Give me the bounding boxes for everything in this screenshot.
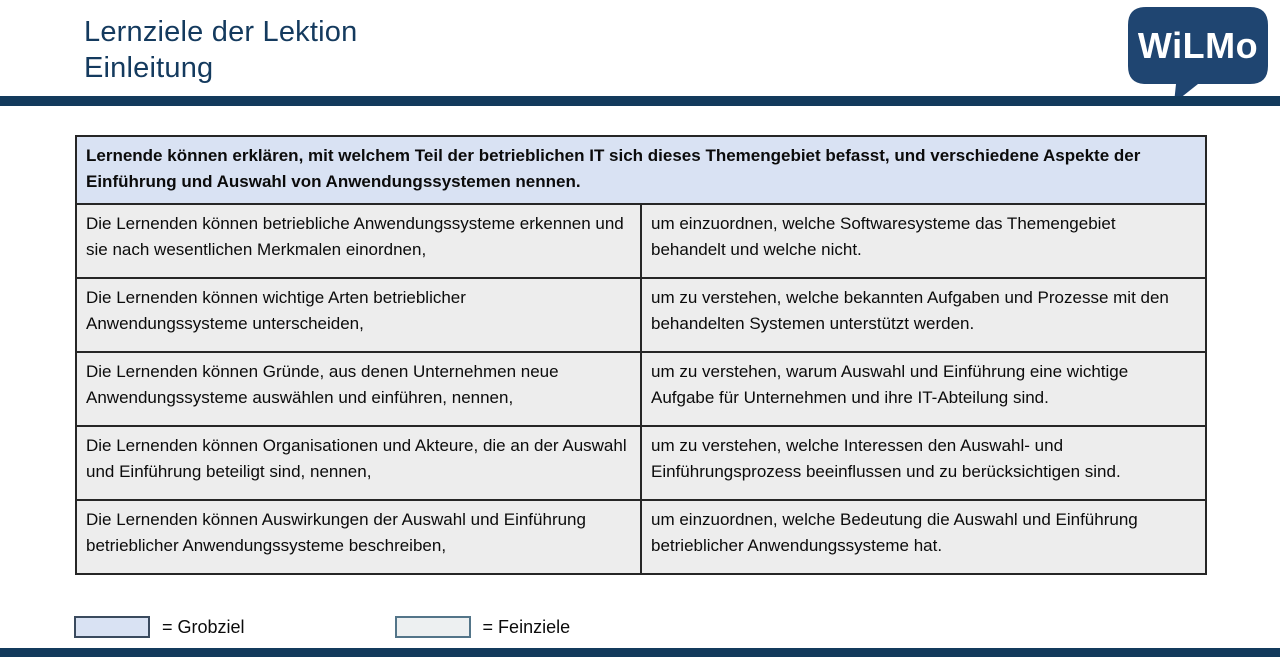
grobziel-swatch xyxy=(74,616,150,638)
goal-cell-left: Die Lernenden können Auswirkungen der Auswahl und Einführung betrieblicher Anwendungssysteme beschreiben, xyxy=(76,500,641,574)
learning-goals-table xyxy=(75,135,1207,575)
goal-cell-right: um einzuordnen, welche Softwaresysteme das Themengebiet behandelt und welche nicht. xyxy=(641,204,1206,278)
table-row xyxy=(76,500,1206,574)
table-row xyxy=(76,352,1206,426)
grobziel-header-cell: Lernende können erklären, mit welchem Teil der betrieblichen IT sich dieses Themengebiet befasst, und verschiedene Aspekte der Einführung und Auswahl von Anwendungssystemen nennen. xyxy=(76,136,1206,204)
table-row xyxy=(76,278,1206,352)
goal-cell-right: um zu verstehen, welche Interessen den Auswahl- und Einführungsprozess beeinflussen und zu berücksichtigen sind. xyxy=(641,426,1206,500)
legend xyxy=(74,616,570,638)
grobziel-label: = Grobziel xyxy=(162,616,245,637)
goal-cell-left: Die Lernenden können betriebliche Anwendungssysteme erkennen und sie nach wesentlichen Merkmalen einordnen, xyxy=(76,204,641,278)
footer-bar xyxy=(0,648,1280,657)
goal-cell-left: Die Lernenden können Organisationen und Akteure, die an der Auswahl und Einführung beteiligt sind, nennen, xyxy=(76,426,641,500)
page-title xyxy=(84,14,357,86)
goal-cell-right: um zu verstehen, warum Auswahl und Einführung eine wichtige Aufgabe für Unternehmen und ihre IT-Abteilung sind. xyxy=(641,352,1206,426)
goal-cell-left: Die Lernenden können wichtige Arten betrieblicher Anwendungssysteme unterscheiden, xyxy=(76,278,641,352)
wilmo-logo xyxy=(1122,4,1274,106)
feinziele-swatch xyxy=(395,616,471,638)
page-title-line2: Einleitung xyxy=(84,52,214,84)
page-title-line1: Lernziele der Lektion xyxy=(84,16,358,48)
table-header-row xyxy=(76,136,1206,204)
goal-cell-left: Die Lernenden können Gründe, aus denen Unternehmen neue Anwendungssysteme auswählen und einführen, nennen, xyxy=(76,352,641,426)
header-divider-bar xyxy=(0,96,1280,106)
goal-cell-right: um zu verstehen, welche bekannten Aufgaben und Prozesse mit den behandelten Systemen unterstützt werden. xyxy=(641,278,1206,352)
wilmo-logo-text: WiLMo xyxy=(1137,25,1259,66)
goal-cell-right: um einzuordnen, welche Bedeutung die Auswahl und Einführung betrieblicher Anwendungssysteme hat. xyxy=(641,500,1206,574)
table-row xyxy=(76,204,1206,278)
feinziele-label: = Feinziele xyxy=(482,616,571,637)
table-row xyxy=(76,426,1206,500)
